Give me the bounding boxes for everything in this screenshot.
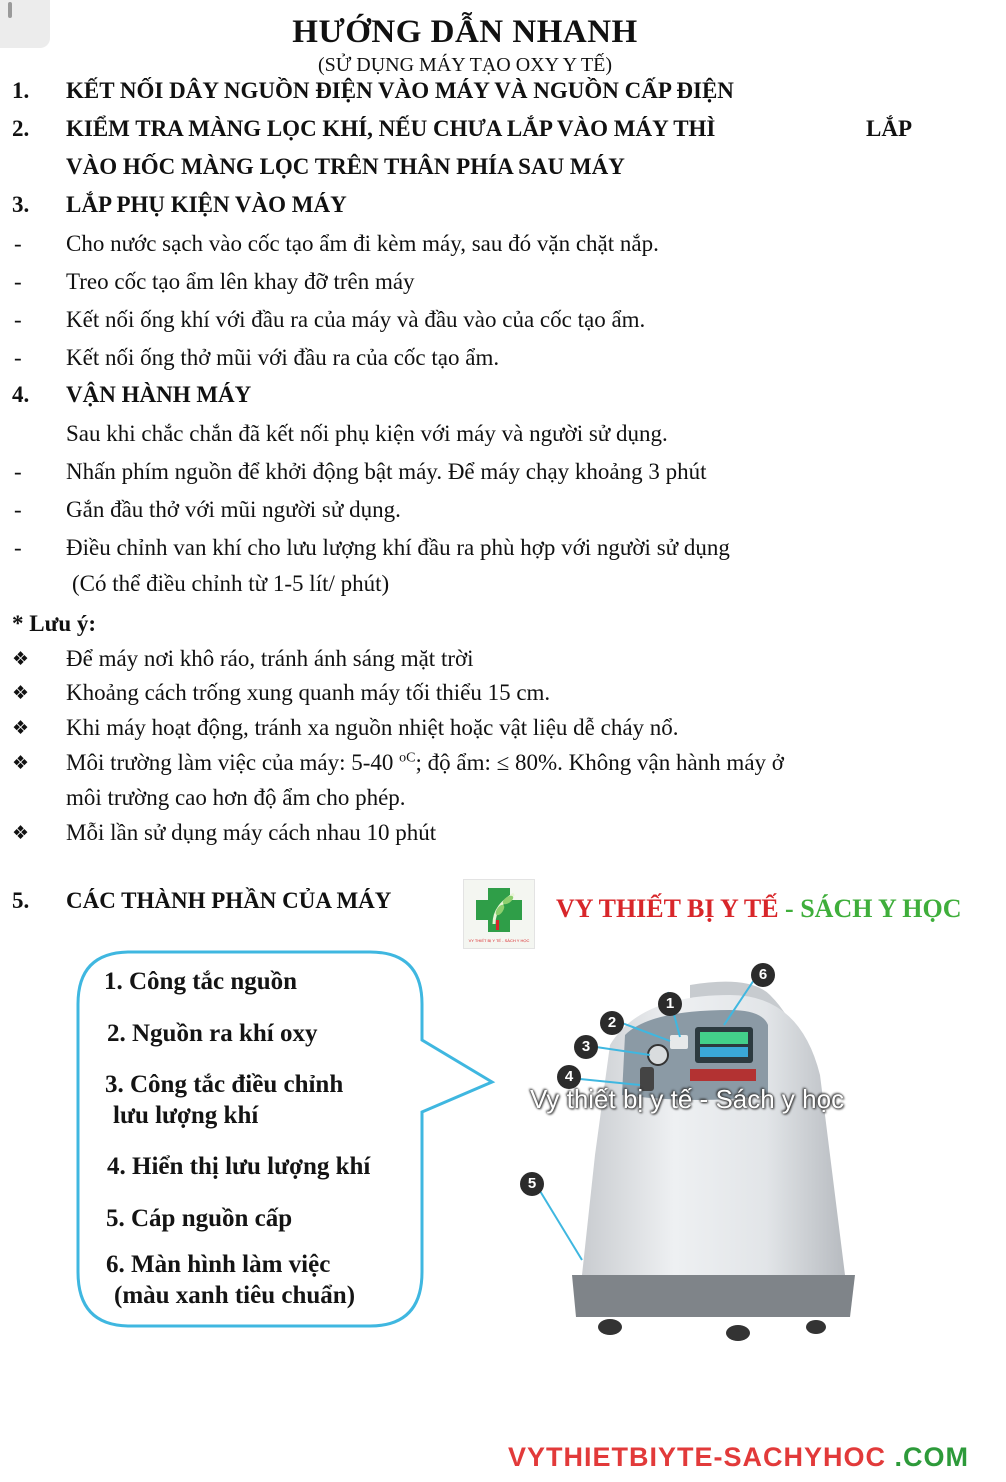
item-text: Kết nối ống thở mũi với đầu ra của cốc tạo ẩm. bbox=[66, 345, 500, 370]
note-heading: * Lưu ý: bbox=[12, 611, 97, 636]
component-item: 4. Hiển thị lưu lượng khí bbox=[107, 1153, 371, 1180]
page-subtitle: (SỬ DỤNG MÁY TẠO OXY Y TẾ) bbox=[317, 54, 613, 76]
note-text: Mỗi lần sử dụng máy cách nhau 10 phút bbox=[66, 820, 437, 845]
item-text: Kết nối ống khí với đầu ra của máy và đầu vào của cốc tạo ẩm. bbox=[66, 307, 646, 332]
step-text: KẾT NỐI DÂY NGUỒN ĐIỆN VÀO MÁY VÀ NGUỒN CẤP ĐIỆN bbox=[66, 78, 734, 103]
callout-number: 1 bbox=[665, 995, 675, 1012]
brand-name-green: - SÁCH Y HỌC bbox=[778, 894, 962, 923]
callout-1 bbox=[658, 992, 682, 1016]
callout-2 bbox=[600, 1011, 624, 1035]
website-url bbox=[508, 1442, 969, 1473]
step-number: 1. bbox=[12, 78, 30, 103]
step-number: 5. bbox=[12, 888, 30, 913]
note-text: môi trường cao hơn độ ẩm cho phép. bbox=[66, 785, 406, 810]
dash: - bbox=[14, 307, 22, 332]
step-text: CÁC THÀNH PHẦN CỦA MÁY bbox=[66, 888, 392, 913]
step-text: KIỂM TRA MÀNG LỌC KHÍ, NẾU CHƯA LẮP VÀO MÁY THÌ bbox=[66, 116, 716, 141]
step-text-right: LẮP bbox=[866, 116, 912, 141]
step-text: VÀO HỐC MÀNG LỌC TRÊN THÂN PHÍA SAU MÁY bbox=[66, 154, 625, 179]
item-text: Cho nước sạch vào cốc tạo ẩm đi kèm máy, sau đó vặn chặt nắp. bbox=[66, 231, 659, 256]
diamond-bullet-icon: ❖ bbox=[12, 648, 30, 670]
component-item: 6. Màn hình làm việc bbox=[106, 1251, 331, 1278]
logo-caption: VY THIẾT BỊ Y TẾ - SÁCH Y HỌC bbox=[468, 938, 530, 943]
website-tld: .COM bbox=[894, 1442, 970, 1472]
page-title: HƯỚNG DẪN NHANH bbox=[292, 14, 638, 50]
note-superscript: oC bbox=[399, 750, 416, 766]
dash: - bbox=[14, 231, 22, 256]
diamond-bullet-icon: ❖ bbox=[12, 717, 30, 739]
callout-6 bbox=[751, 963, 775, 987]
component-item: 1. Công tắc nguồn bbox=[104, 968, 298, 995]
dash: - bbox=[14, 345, 22, 370]
step-text: LẮP PHỤ KIỆN VÀO MÁY bbox=[66, 192, 347, 217]
step-number: 4. bbox=[12, 382, 30, 407]
dash: - bbox=[14, 459, 22, 484]
callout-number: 4 bbox=[564, 1068, 574, 1085]
diamond-bullet-icon: ❖ bbox=[12, 822, 30, 844]
dash: - bbox=[14, 497, 22, 522]
dash: - bbox=[14, 535, 22, 560]
callout-3 bbox=[574, 1035, 598, 1059]
item-text: Gắn đầu thở với mũi người sử dụng. bbox=[66, 497, 401, 522]
step-number: 3. bbox=[12, 192, 30, 217]
item-text: Treo cốc tạo ẩm lên khay đỡ trên máy bbox=[66, 269, 415, 294]
note-text: Để máy nơi khô ráo, tránh ánh sáng mặt trời bbox=[66, 646, 474, 671]
brand-name-red: VY THIẾT BỊ Y TẾ bbox=[556, 894, 779, 923]
component-item: (màu xanh tiêu chuẩn) bbox=[114, 1282, 356, 1309]
website-main: VYTHIETBIYTE-SACHYHOC bbox=[508, 1442, 895, 1472]
step-text: VẬN HÀNH MÁY bbox=[66, 382, 252, 407]
component-item: 3. Công tắc điều chỉnh bbox=[105, 1071, 344, 1098]
item-text: Điều chỉnh van khí cho lưu lượng khí đầu ra phù hợp với người sử dụng bbox=[66, 535, 730, 560]
component-item: 2. Nguồn ra khí oxy bbox=[107, 1020, 318, 1047]
component-item: 5. Cáp nguồn cấp bbox=[106, 1205, 293, 1232]
item-text: Nhấn phím nguồn để khởi động bật máy. Để máy chạy khoảng 3 phút bbox=[66, 459, 707, 484]
note-text: (Có thể điều chỉnh từ 1-5 lít/ phút) bbox=[72, 571, 390, 596]
diamond-bullet-icon: ❖ bbox=[12, 682, 30, 704]
note-text-part: Môi trường làm việc của máy: 5-40 bbox=[66, 750, 400, 775]
dash: - bbox=[14, 269, 22, 294]
callout-number: 6 bbox=[758, 966, 768, 983]
callout-number: 2 bbox=[607, 1014, 617, 1031]
step-number: 2. bbox=[12, 116, 30, 141]
diamond-bullet-icon: ❖ bbox=[12, 752, 30, 774]
oxygen-concentrator-image bbox=[500, 955, 900, 1355]
watermark: Vy thiết bị y tế - Sách y học bbox=[530, 1084, 845, 1114]
callout-number: 3 bbox=[581, 1038, 591, 1055]
note-text: Khi máy hoạt động, tránh xa nguồn nhiệt hoặc vật liệu dễ cháy nổ. bbox=[66, 715, 679, 740]
note-text: Khoảng cách trống xung quanh máy tối thiểu 15 cm. bbox=[66, 680, 551, 705]
component-item: lưu lượng khí bbox=[113, 1102, 259, 1129]
callout-5 bbox=[520, 1172, 544, 1196]
note-text-part: ; độ ẩm: ≤ 80%. Không vận hành máy ở bbox=[415, 750, 784, 775]
callout-number: 5 bbox=[527, 1175, 537, 1192]
intro-text: Sau khi chắc chắn đã kết nối phụ kiện với máy và người sử dụng. bbox=[66, 421, 668, 446]
